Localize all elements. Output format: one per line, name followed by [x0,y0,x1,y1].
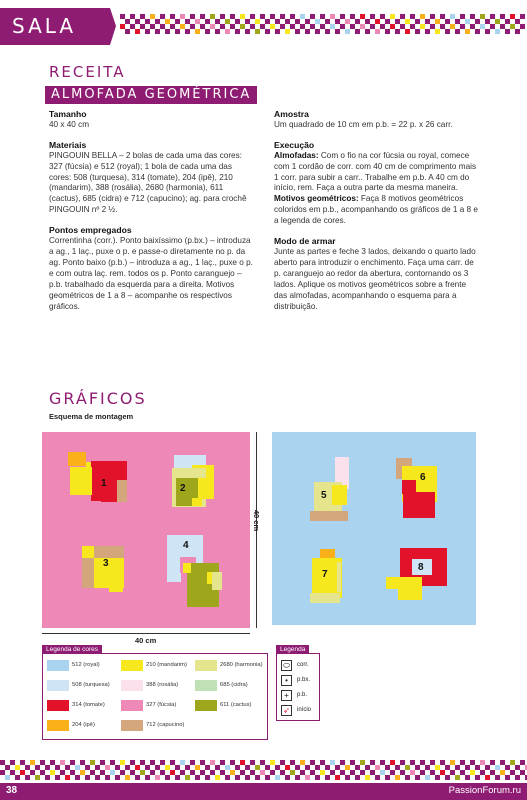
armar-text: Junte as partes e feche 3 lados, deixando o quarto lado aberto para introduzir o enchimento. Faça uma carr. de p. caranguejo ao redor da abertura, contornando os 3 lados. Aplique os motivos geométricos sobre a frente das almofadas, acompanhando o esquema para a distribuição. [274,246,476,311]
motif-7-number: 7 [322,569,328,580]
motif-5-block [310,511,348,521]
color-legend-label: 611 (cactus) [220,702,252,708]
motif-4-number: 4 [183,540,189,551]
color-legend-title: Legenda de cores [42,645,102,654]
symbol-row [277,659,337,673]
color-legend-label: 508 (turquesa) [72,682,110,688]
arrow-icon: ➶ [281,705,292,716]
symbol-row [277,674,337,688]
symbol-label: p.bx. [297,677,311,683]
color-legend-label: 210 (mandarim) [146,662,187,668]
materiais-text: PINGOUIN BELLA – 2 bolas de cada uma das cores: 327 (fúcsia) e 512 (royal); 1 bola de cada uma das cores: 508 (turquesa), 314 (tomate), 204 (ipê), 210 (mandarim), 388 (rosália), 2680 (harmonia), 611 (cactus), 685 (cidra) e 712 (capucino); ag. para crochê PINGOUIN nº 2 ½. [49,150,247,215]
motif-5-block [332,485,347,505]
chain-icon: ⬭ [281,660,292,671]
color-swatch [121,680,143,691]
pillow-back-blue [272,432,476,625]
checker-border-bottom [0,760,527,780]
almofadas-label: Almofadas: [274,150,319,160]
armar-heading: Modo de armar [274,236,336,247]
motif-2-number: 2 [180,483,186,494]
recipe-right-column [274,109,481,321]
symbol-row [277,704,337,718]
graficos-title: GRÁFICOS [49,389,147,408]
motif-3-block [82,546,94,558]
color-legend-label: 388 (rosália) [146,682,179,688]
pontos-heading: Pontos empregados [49,225,132,236]
motif-4-block [212,572,222,590]
tamanho-text: 40 x 40 cm [49,119,90,129]
symbol-legend-title: Legenda [276,645,309,654]
symbol-legend [276,646,320,721]
motif-7-block [337,562,341,592]
color-swatch [195,680,217,691]
footer-bar [0,783,527,800]
color-swatch [121,720,143,731]
motif-2-block [196,478,214,499]
motivos-label: Motivos geométricos: [274,194,359,204]
amostra-text: Um quadrado de 10 cm em p.b. = 22 p. x 26 carr. [274,119,453,129]
color-swatch [47,720,69,731]
motif-7-block [310,593,340,603]
motif-5-number: 5 [321,490,327,501]
execucao-text [274,151,481,227]
motif-3-number: 3 [103,558,109,569]
motif-4-block [183,563,191,573]
motif-6-block [403,492,435,518]
color-swatch [121,700,143,711]
tamanho-heading: Tamanho [49,109,87,119]
motif-8-block [398,588,422,600]
graficos-subtitle: Esquema de montagem [49,412,134,421]
motif-1-block [117,480,127,502]
checker-border-top [120,14,525,34]
plus-icon: + [281,690,292,701]
color-swatch [121,660,143,671]
motif-4-block [167,552,181,582]
color-legend-label: 512 (royal) [72,662,100,668]
color-legend-label: 685 (cidra) [220,682,248,688]
section-tab-arrow [110,8,116,45]
dimension-label-vertical: 40 cm [252,509,262,532]
color-legend [42,646,268,740]
color-legend-label: 204 (ipê) [72,722,95,728]
recipe-kicker: RECEITA [49,63,126,81]
motivos-text: Faça 8 motivos geométricos coloridos em p.b., acompanhando os gráficos de 1 a 8 e a legenda de cores. [274,194,478,226]
page-number: 38 [6,785,18,796]
amostra-heading: Amostra [274,109,309,119]
motif-6-number: 6 [420,472,426,483]
section-tab [0,8,110,45]
color-swatch [195,660,217,671]
section-title: SALA [12,14,77,38]
dimension-label-horizontal: 40 cm [135,636,157,645]
color-swatch [195,700,217,711]
recipe-left-column [49,109,254,321]
materiais-heading: Materiais [49,139,87,150]
dot-icon: • [281,675,292,686]
motif-3-block [109,574,123,592]
almofadas-text: Com o fio na cor fúcsia ou royal, comece com 1 cordão de corr. com 40 cm de comprimento mais 1 corr. para subir a carr.. Trabalhe em p.b. A 40 cm do início, rem. Faça a outra parte da mesma maneira. [274,150,477,193]
color-legend-label: 712 (capucino) [146,722,185,728]
color-swatch [47,700,69,711]
color-swatch [47,660,69,671]
color-legend-label: 314 (tomate) [72,702,105,708]
symbol-label: início [297,707,312,713]
pillow-front-pink [42,432,250,628]
motif-1-block [68,452,86,466]
color-legend-label: 2680 (harmonia) [220,662,263,668]
symbol-row [277,689,337,703]
color-legend-label: 327 (fúcsia) [146,702,177,708]
motif-8-number: 8 [418,562,424,573]
recipe-title: ALMOFADA GEOMÉTRICA [45,86,257,104]
dimension-line-horizontal [42,633,250,634]
symbol-label: p.b. [297,692,308,698]
pontos-text: Correntinha (corr.). Ponto baixíssimo (p.bx.) – introduza a ag., 1 laç., puxe o p. e passe-o diretamente no p. da ag. Ponto baixo (p.b.) – introduza a ag., 1 laç., puxe o p. e com outra laç. rem. todos os p. Ponto caranguejo – p.b. trabalhado da esquerda para a direita. Motivos geométricos de 1 a 8 – acompanhe os respectivos gráficos. [49,236,253,311]
motif-1-number: 1 [101,478,107,489]
execucao-heading: Execução [274,139,315,150]
site-watermark: PassionForum.ru [448,785,521,796]
symbol-label: corr. [297,662,309,668]
color-swatch [47,680,69,691]
motif-2-block [192,498,202,506]
